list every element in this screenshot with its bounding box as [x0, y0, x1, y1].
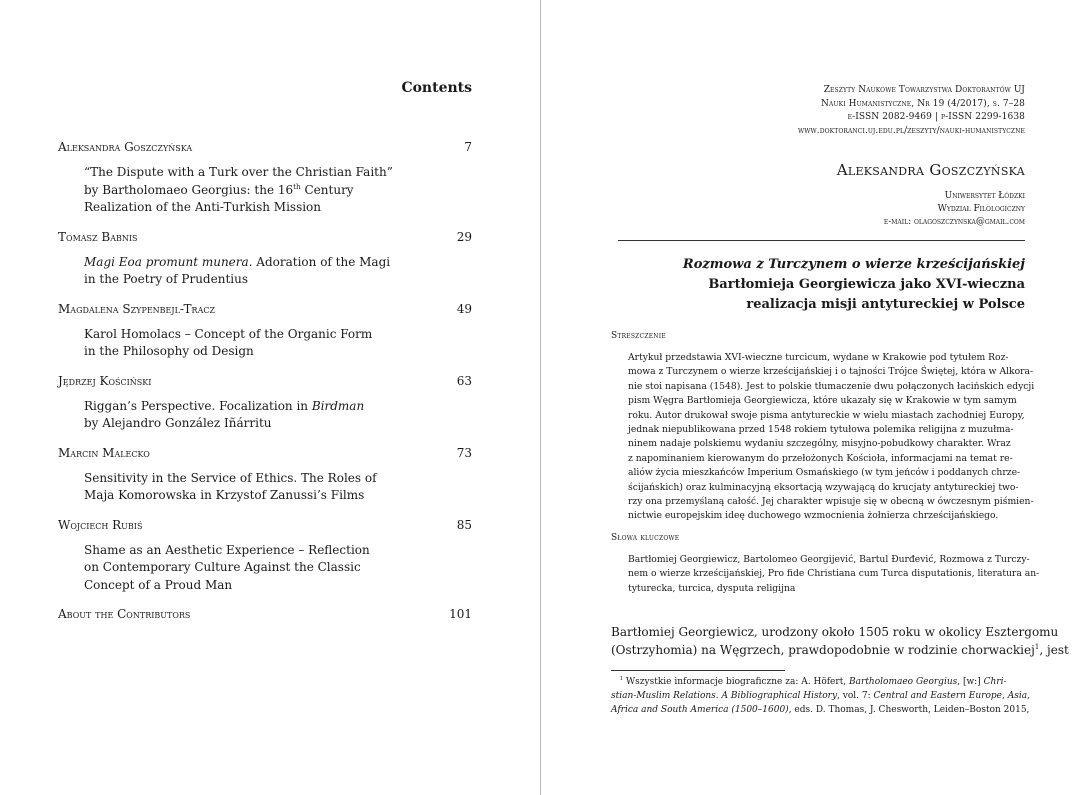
- keywords-line: tyturecka, turcica, dysputa religijna: [628, 582, 796, 594]
- toc-page-number: 7: [464, 140, 472, 154]
- toc-page-number: 29: [456, 229, 472, 244]
- toc-title: [58, 542, 472, 595]
- toc-section-label: About the Contributors: [58, 607, 191, 621]
- journal-issn: e-ISSN 2082-9469 | p-ISSN 2299-1638: [847, 112, 1025, 122]
- toc-title-line: Riggan’s Perspective. Focalization in Birdman: [84, 398, 365, 413]
- toc-title-line: Magi Eoa promunt munera. Adoration of the Magi: [84, 254, 391, 269]
- author-affiliation: [884, 190, 1025, 229]
- toc-entry: [58, 372, 472, 433]
- abstract-line: pism Węgra Bartłomieja Georgiewicza, które ukazały się w Krakowie w tym samym: [628, 395, 1017, 407]
- abstract-line: ścijańskich) oraz kulminacyjną eksortacją wzywającą do krucjaty antytureckiej two-: [628, 481, 1019, 493]
- abstract-line: nie stoi napisana (1548). Jest to polskie tłumaczenie dwu połączonych łacińskich edycji: [628, 380, 1035, 392]
- abstract-line: ninem nadaje polskiemu wydaniu szczególny, misyjno-pobudkowy charakter. Wraz: [628, 438, 1011, 450]
- contents-list: [58, 138, 472, 624]
- article-body: [611, 623, 1069, 659]
- toc-page-number: 73: [456, 445, 472, 460]
- keywords-text: [628, 553, 1040, 596]
- abstract-text: [628, 351, 1035, 524]
- footnote-line: $^1$ Wszystkie informacje biograficzne za: A. Höfert, Bartholomaeo Georgius, [w:] Chri-: [619, 676, 1007, 687]
- affiliation-email: e-mail: olagoszczynska@gmail.com: [883, 217, 1025, 227]
- toc-author: Marcin Malecko: [58, 445, 150, 460]
- affiliation-faculty: Wydział Filologiczny: [937, 204, 1025, 214]
- article-page: [541, 0, 1088, 795]
- footnote: [611, 675, 1030, 717]
- journal-issue: Nauki Humanistyczne, Nr 19 (4/2017), s. 7–28: [821, 98, 1025, 109]
- toc-title-line: in the Philosophy od Design: [84, 344, 254, 358]
- journal-url: www.doktoranci.uj.edu.pl/zeszyty/nauki-humanistyczne: [797, 125, 1025, 136]
- toc-page-number: 101: [449, 607, 472, 621]
- toc-title-line: “The Dispute with a Turk over the Christian Faith”: [84, 165, 393, 179]
- abstract-line: mowa z Turczynem o wierze krześcijańskiej i o tajności Trójce Świętej, która w Alkora-: [628, 366, 1034, 378]
- toc-entry: [58, 138, 472, 217]
- abstract-line: aliów życia mieszkańców Imperium Osmańskiego (w tym jeńców i poddanych chrze-: [628, 467, 1021, 479]
- journal-title: Zeszyty Naukowe Towarzystwa Doktorantów UJ: [823, 85, 1025, 95]
- footnote-line: Africa and South America (1500–1600), eds. D. Thomas, J. Chesworth, Leiden–Boston 2015,: [611, 705, 1030, 715]
- toc-author: Magdalena Szypenbejl-Tracz: [58, 301, 216, 316]
- affiliation-university: Uniwersytet Łódzki: [944, 191, 1025, 201]
- toc-title: [58, 254, 472, 289]
- toc-page-number: 63: [456, 373, 472, 388]
- keywords-line: nem o wierze krześcijańskiej, Pro fide Christiana cum Turca disputationis, literatura an-: [628, 568, 1040, 580]
- toc-title-line: Concept of a Proud Man: [84, 577, 233, 592]
- body-line: (Ostrzyhomia) na Węgrzech, prawdopodobnie w rodzinie chorwackiej$^1$, jest: [611, 642, 1069, 657]
- article-title-line: Rozmowa z Turczynem o wierze krześcijańskiej: [682, 257, 1025, 272]
- article-title: [683, 255, 1025, 315]
- toc-entry-contributors: [58, 605, 472, 624]
- footnote-rule: [611, 670, 785, 671]
- toc-author: Tomasz Babnis: [58, 229, 138, 244]
- toc-entry: [58, 228, 472, 289]
- toc-entry: [58, 444, 472, 505]
- toc-title: [58, 326, 472, 361]
- footnote-line: stian-Muslim Relations. A Bibliographical History, vol. 7: Central and Eastern Europe, Asia,: [611, 691, 1030, 701]
- article-title-line: realizacja misji antytureckiej w Polsce: [746, 297, 1025, 312]
- toc-title-line: in the Poetry of Prudentius: [84, 272, 248, 286]
- toc-title-line: Realization of the Anti-Turkish Mission: [84, 200, 322, 214]
- abstract-line: Artykuł przedstawia XVI-wieczne turcicum, wydane w Krakowie pod tytułem Roz-: [628, 352, 1009, 363]
- toc-author: Jędrzej Kościński: [58, 373, 152, 388]
- keywords-line: Bartłomiej Georgiewicz, Bartolomeo Georgijević, Bartul Đurđević, Rozmowa z Turczy-: [628, 554, 1030, 565]
- article-author: Aleksandra Goszczyńska: [836, 161, 1025, 179]
- toc-title-line: Shame as an Aesthetic Experience – Reflection: [84, 542, 370, 557]
- toc-title: [58, 164, 472, 217]
- article-title-line: Bartłomieja Georgiewicza jako XVI-wieczna: [708, 277, 1025, 292]
- footnote-ref: 1: [1034, 642, 1040, 651]
- abstract-label: Streszczenie: [611, 331, 666, 341]
- abstract-line: jednak niepublikowana przed 1548 rokiem tytułowa polemika religijna z muzułma-: [628, 424, 1014, 436]
- journal-header: [798, 84, 1025, 138]
- keywords-label: Słowa kluczowe: [611, 533, 680, 543]
- toc-title-line: by Alejandro González Iñárritu: [84, 416, 272, 430]
- toc-title-line: Karol Homolacs – Concept of the Organic Form: [84, 326, 373, 341]
- toc-title: [58, 398, 472, 433]
- abstract-line: rzy ona przemyślaną całość. Jej charakter wpisuje się w obecną w ówczesnym piśmien-: [628, 496, 1034, 508]
- toc-author: Wojciech Rubiś: [58, 517, 143, 532]
- toc-title-line: Maja Komorowska in Krzystof Zanussi’s Films: [84, 488, 365, 502]
- abstract-line: nictwie europejskim ideę duchowego wzmocnienia żołnierza chrześcijańskiego.: [628, 510, 999, 522]
- toc-page-number: 49: [456, 301, 472, 316]
- header-rule: [618, 240, 1025, 241]
- toc-author: Aleksandra Goszczyńska: [58, 140, 193, 154]
- toc-title: [58, 470, 472, 505]
- toc-entry: [58, 300, 472, 361]
- abstract-line: roku. Autor drukował swoje pisma antytureckie w wielu miastach zachodniej Europy,: [628, 409, 1025, 421]
- abstract-line: z napominaniem kierowanym do przełożonych Kościoła, informacjami na temat re-: [628, 452, 1013, 464]
- contents-page: [0, 0, 540, 795]
- toc-title-line: Sensitivity in the Service of Ethics. The Roles of: [84, 470, 377, 485]
- body-line: Bartłomiej Georgiewicz, urodzony około 1505 roku w okolicy Esztergomu: [611, 625, 1059, 639]
- toc-entry: [58, 516, 472, 595]
- toc-title-line: by Bartholomaeo Georgius: the 16th Century: [84, 181, 354, 197]
- toc-title-line: on Contemporary Culture Against the Classic: [84, 560, 361, 574]
- toc-page-number: 85: [456, 517, 472, 532]
- contents-heading: Contents: [401, 80, 472, 96]
